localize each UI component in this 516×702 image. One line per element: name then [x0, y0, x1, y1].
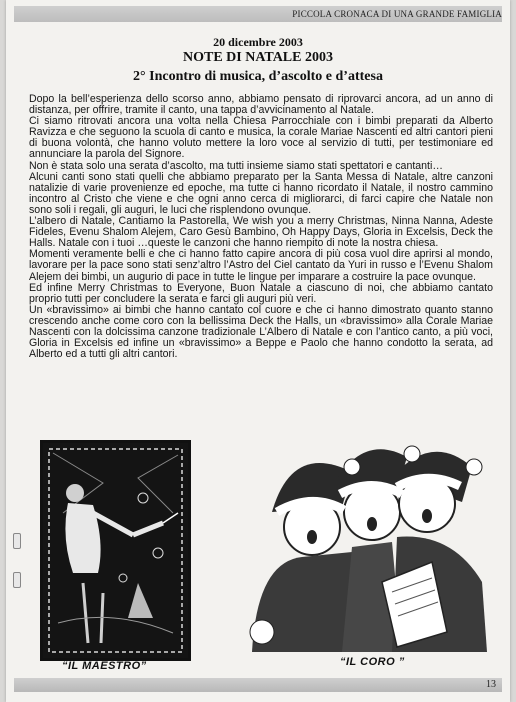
paragraph: Alcuni canti sono stati quelli che abbiamo preparato per la Santa Messa di Natale, altre canzoni natalizie di varie provenienze ed epoche, ma tutte ci hanno ricordato il Natale, il nostro cammino incontro al Cristo che viene e che ogni anno cerca di migliorarci, di farci capire che Natale non sono soli i regali, gli auguri, le luci che risplendono ovunque.: [29, 170, 493, 216]
paragraph: Ci siamo ritrovati ancora una volta nella Chiesa Parrocchiale con i bimbi preparati da Alberto Ravizza e che seguono la scuola di canto e musica, la corale Mariae Nascenti ed altri cantori pieni di buona volontà, che hanno voluto mettere la loro voce al servizio di tutti, per testimoniare ed annunciare la parola del Signore.: [29, 115, 493, 161]
conductor-drawing: [43, 443, 188, 658]
paragraph: Dopo la bell’esperienza dello scorso anno, abbiamo pensato di riprovarci ancora, ad un anno di distanza, per offrire, tramite il canto, una tappa d’avvicinamento al Natale.: [29, 93, 493, 117]
article-title: NOTE DI NATALE 2003: [182, 50, 333, 65]
paragraph: L’albero di Natale, Cantiamo la Pastorella, We wish you a merry Christmas, Ninna Nanna, Adeste Fideles, Evenu Shalom Alejem, Caro Gesù Bambino, Oh Happy Days, Gloria in Excelsis, Deck the Halls. Natale con i tuoi …queste le canzoni che hanno riempito di note la nostra chiesa.: [29, 215, 493, 250]
paragraph: Un «bravissimo» ai bimbi che hanno cantato col cuore e che ci hanno dimostrato quanto stanno crescendo anche come coro con la bellissima Deck the Halls, un «bravissimo» alla Corale Mariae Nascenti con la dolcissima canzone tradizionale L’Albero di Natale e con l’antico canto, a più voci, Gloria in Excelsis ed infine un «bravissimo» a Beppe e Paolo che hanno condotto la serata, ad Alberto ed a tutti gli altri cantori.: [29, 303, 493, 361]
conductor-illustration: [40, 440, 191, 661]
article-subtitle: 2° Incontro di musica, d’ascolto e d’attesa: [133, 69, 383, 84]
choir-illustration: [232, 432, 494, 654]
running-title: PICCOLA CRONACA DI UNA GRANDE FAMIGLIA: [292, 9, 502, 19]
footer-bar: [14, 678, 502, 692]
choir-drawing: [232, 432, 494, 654]
staple-top: [13, 533, 21, 549]
choir-caption: “IL CORO ”: [340, 656, 405, 668]
article-date: 20 dicembre 2003: [213, 35, 303, 49]
paragraph: Momenti veramente belli e che ci hanno fatto capire ancora di più cosa vuol dire aprirsi al mondo, lavorare per la pace sono stati senz’altro l’Astro del Ciel cantato da Yuri in russo e l’Evenu Shalom Alejem dei bimbi, un augurio di pace in tutte le lingue per imparare a costruire la pace ovunque.: [29, 248, 493, 283]
staple-bottom: [13, 572, 21, 588]
paragraph: Non è stata solo una serata d’ascolto, ma tutti insieme siamo stati spettatori e cantanti…: [29, 159, 443, 172]
paragraph: Ed infine Merry Christmas to Everyone, Buon Natale a ciascuno di noi, che abbiamo cantato proprio tutti per concludere la serata e farci gli auguri più veri.: [29, 281, 493, 305]
conductor-caption: “IL MAESTRO”: [62, 660, 147, 672]
page-number: 13: [486, 679, 496, 690]
article-body: [29, 94, 493, 360]
